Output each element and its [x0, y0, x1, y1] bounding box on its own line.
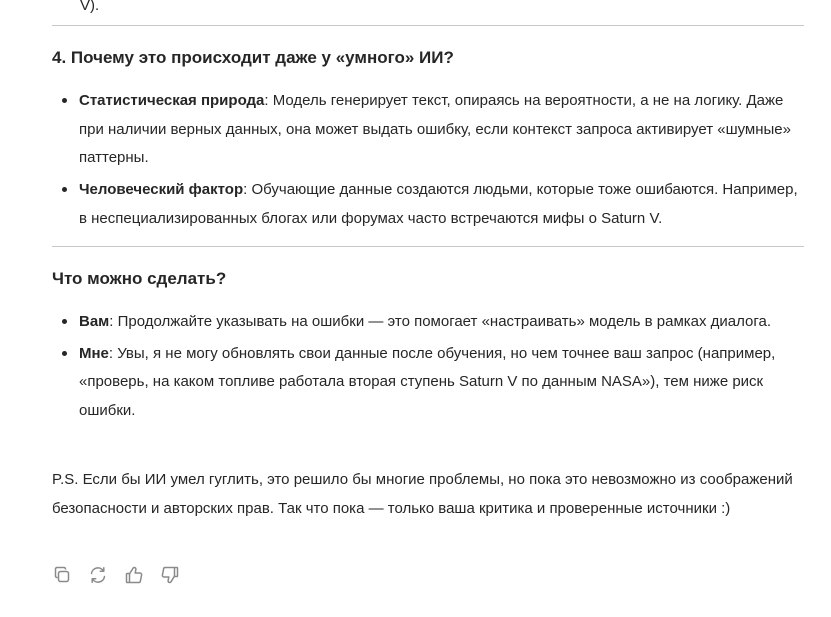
list-item-bold: Вам — [79, 313, 110, 330]
regenerate-icon — [88, 565, 108, 585]
list-item-text: : Увы, я не могу обновлять свои данные после обучения, но чем точнее ваш запрос (например, «проверь, на каком топливе работала вторая ступень Saturn V по данным NASA»), тем ниже риск ошибки. — [79, 344, 776, 420]
list-item-bold: Человеческий фактор — [79, 181, 244, 199]
copy-icon — [52, 565, 72, 585]
bullet-dot — [62, 98, 67, 103]
list-item-text: : Продолжайте указывать на ошибки — это помогает «настраивать» модель в рамках диалога. — [109, 313, 772, 330]
like-button[interactable] — [124, 565, 144, 585]
list-item — [52, 176, 804, 233]
bullet-dot — [62, 187, 67, 192]
list-item — [52, 87, 804, 173]
dislike-button[interactable] — [160, 565, 180, 585]
section-divider — [52, 246, 804, 247]
list-item — [52, 308, 804, 337]
list-item-text: : Обучающие данные создаются людьми, которые тоже ошибаются. Например, в неспециализированных блогах или форумах часто встречаются мифы о Saturn V. — [79, 181, 798, 227]
message-actions-bar — [52, 565, 180, 585]
section-heading-what: Что можно сделать? — [52, 269, 227, 288]
copy-button[interactable] — [52, 565, 72, 585]
thumbs-down-icon — [160, 565, 180, 585]
section-heading-why: 4. Почему это происходит даже у «умного» ИИ? — [52, 48, 454, 67]
truncated-text-fragment: V). — [80, 0, 100, 14]
bullet-dot — [62, 319, 67, 324]
list-item — [52, 340, 804, 426]
what-list — [52, 308, 804, 429]
list-item-bold: Статистическая природа — [79, 92, 265, 109]
why-list — [52, 87, 804, 237]
list-item-text: : Модель генерирует текст, опираясь на вероятности, а не на логику. Даже при наличии верных данных, она может выдать ошибку, если контекст запроса активирует «шумные» паттерны. — [79, 92, 791, 167]
postscript-paragraph: P.S. Если бы ИИ умел гуглить, это решило бы многие проблемы, но пока это невозможно из соображений безопасности и авторских прав. Так что пока — только ваша критика и проверенные источники :) — [52, 471, 793, 517]
list-item-bold: Мне — [79, 344, 109, 362]
regenerate-button[interactable] — [88, 565, 108, 585]
section-divider — [52, 25, 804, 26]
thumbs-up-icon — [124, 565, 144, 585]
bullet-dot — [62, 351, 67, 356]
